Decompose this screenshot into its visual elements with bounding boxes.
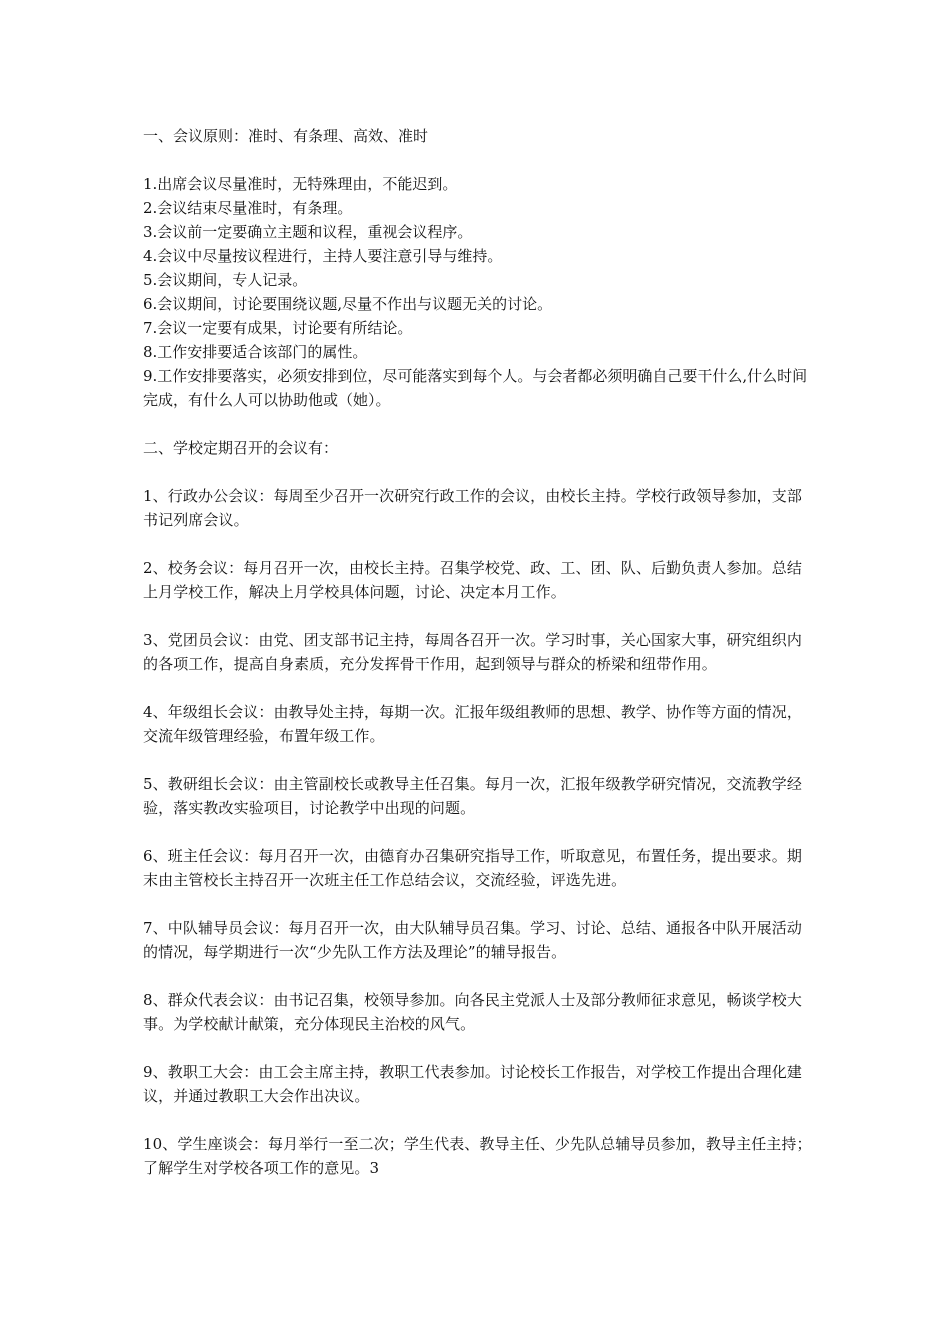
meeting-paragraph: 3、党团员会议：由党、团支部书记主持，每周各召开一次。学习时事，关心国家大事，研究组织内的各项工作，提高自身素质，充分发挥骨干作用，起到领导与群众的桥梁和纽带作用。 <box>143 631 802 673</box>
meeting-paragraph: 10、学生座谈会：每月举行一至二次；学生代表、教导主任、少先队总辅导员参加，教导主任主持；了解学生对学校各项工作的意见。3 <box>143 1135 812 1177</box>
principle-item: 1.出席会议尽量准时，无特殊理由，不能迟到。 <box>143 175 458 193</box>
section-heading-principles: 一、会议原则：准时、有条理、高效、准时 <box>143 127 429 145</box>
principle-item: 9.工作安排要落实，必须安排到位，尽可能落实到每个人。与会者都必须明确自己要干什么,什么时间完成，有什么人可以协助他或（她）。 <box>143 367 808 409</box>
principle-item: 6.会议期间，讨论要围绕议题,尽量不作出与议题无关的讨论。 <box>143 295 553 313</box>
meeting-paragraph: 9、教职工大会：由工会主席主持，教职工代表参加。讨论校长工作报告，对学校工作提出合理化建议，并通过教职工大会作出决议。 <box>143 1063 802 1105</box>
principles-list <box>143 172 815 412</box>
meeting-paragraph: 4、年级组长会议：由教导处主持，每期一次。汇报年级组教师的思想、教学、协作等方面的情况，交流年级管理经验，布置年级工作。 <box>143 703 802 745</box>
section-heading-meetings: 二、学校定期召开的会议有： <box>143 439 339 457</box>
principle-item: 3.会议前一定要确立主题和议程，重视会议程序。 <box>143 223 473 241</box>
principle-item: 2.会议结束尽量准时，有条理。 <box>143 199 353 217</box>
principle-item: 8.工作安排要适合该部门的属性。 <box>143 343 368 361</box>
document-page <box>143 124 815 1204</box>
meeting-paragraph: 7、中队辅导员会议：每月召开一次，由大队辅导员召集。学习、讨论、总结、通报各中队开展活动的情况，每学期进行一次“少先队工作方法及理论”的辅导报告。 <box>143 919 802 961</box>
meeting-paragraph: 5、教研组长会议：由主管副校长或教导主任召集。每月一次，汇报年级教学研究情况，交流教学经验，落实教改实验项目，讨论教学中出现的问题。 <box>143 775 802 817</box>
principle-item: 5.会议期间，专人记录。 <box>143 271 308 289</box>
meeting-paragraph: 8、群众代表会议：由书记召集，校领导参加。向各民主党派人士及部分教师征求意见，畅谈学校大事。为学校献计献策，充分体现民主治校的风气。 <box>143 991 802 1033</box>
meeting-paragraph: 6、班主任会议：每月召开一次，由德育办召集研究指导工作，听取意见，布置任务，提出要求。期末由主管校长主持召开一次班主任工作总结会议，交流经验，评选先进。 <box>143 847 802 889</box>
principle-item: 4.会议中尽量按议程进行，主持人要注意引导与维持。 <box>143 247 503 265</box>
principle-item: 7.会议一定要有成果，讨论要有所结论。 <box>143 319 413 337</box>
meeting-paragraph: 1、行政办公会议：每周至少召开一次研究行政工作的会议，由校长主持。学校行政领导参加，支部书记列席会议。 <box>143 487 802 529</box>
meeting-paragraph: 2、校务会议：每月召开一次，由校长主持。召集学校党、政、工、团、队、后勤负责人参加。总结上月学校工作，解决上月学校具体问题，讨论、决定本月工作。 <box>143 559 802 601</box>
